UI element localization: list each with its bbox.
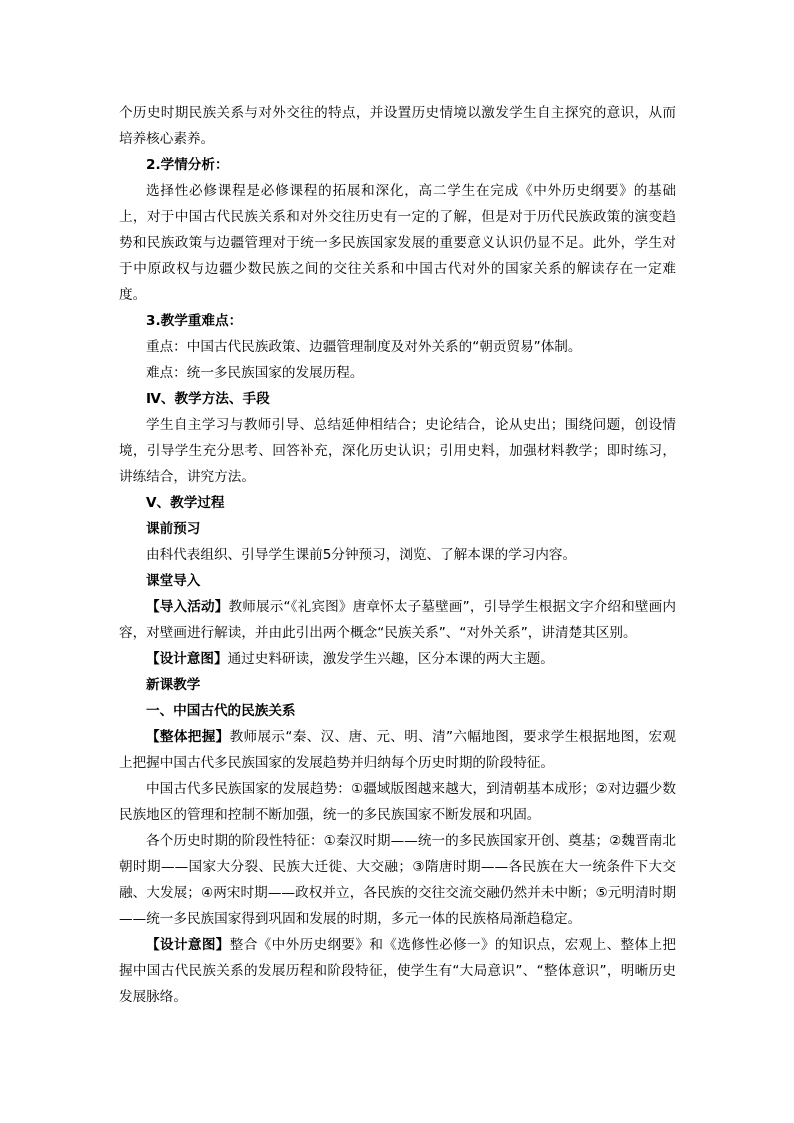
overall-grasp-paragraph bbox=[119, 724, 676, 776]
design-intent-label-2: 【设计意图】 bbox=[146, 937, 230, 953]
heading-teaching-process: Ⅴ、教学过程 bbox=[146, 495, 225, 511]
heading-section-one: 一、中国古代的民族关系 bbox=[146, 703, 296, 719]
intro-continuation: 个历史时期民族关系与对外交往的特点，并设置历史情境以激发学生自主探究的意识，从而培养核心素养。 bbox=[119, 105, 676, 147]
heading-pre-class-preview: 课前预习 bbox=[146, 521, 201, 537]
overall-grasp-text: 教师展示“秦、汉、唐、元、明、清”六幅地图，要求学生根据地图，宏观上把握中国古代多民族国家的发展趋势并归纳每个历史时期的阶段特征。 bbox=[119, 729, 676, 771]
design-intent-paragraph-2 bbox=[119, 932, 676, 1010]
key-point-text: 重点：中国古代民族政策、边疆管理制度及对外关系的“朝贡贸易”体制。 bbox=[146, 339, 582, 355]
teaching-methods-text: 学生自主学习与教师引导、总结延伸相结合；史论结合，论从史出；围绕问题，创设情境，引导学生充分思考、回答补充，深化历史认识；引用史料，加强材料教学；即时练习，讲练结合，讲究方法。 bbox=[119, 417, 676, 485]
heading-learning-analysis: 2.学情分析： bbox=[146, 157, 229, 173]
overall-grasp-label: 【整体把握】 bbox=[146, 729, 230, 745]
heading-new-lesson: 新课教学 bbox=[146, 677, 201, 693]
development-trend-text: 中国古代多民族国家的发展趋势：①疆域版图越来越大，到清朝基本成形；②对边疆少数民族地区的管理和控制不断加强，统一的多民族国家不断发展和巩固。 bbox=[119, 781, 676, 823]
design-intent-paragraph-1 bbox=[119, 646, 676, 672]
heading-class-introduction: 课堂导入 bbox=[146, 573, 201, 589]
design-intent-text-2: 整合《中外历史纲要》和《选修性必修一》的知识点，宏观上、整体上把握中国古代民族关系的发展历程和阶段特征，使学生有“大局意识”、“整体意识”，明晰历史发展脉络。 bbox=[119, 937, 677, 1005]
intro-activity-paragraph bbox=[119, 594, 676, 646]
difficulty-text: 难点：统一多民族国家的发展历程。 bbox=[146, 365, 364, 381]
heading-key-difficulties: 3.教学重难点： bbox=[146, 313, 243, 329]
heading-teaching-methods: Ⅳ、教学方法、手段 bbox=[146, 391, 270, 407]
learning-analysis-text: 选择性必修课程是必修课程的拓展和深化，高二学生在完成《中外历史纲要》的基础上，对于中国古代民族关系和对外交往历史有一定的了解，但是对于历代民族政策的演变趋势和民族政策与边疆管理对于统一多民族国家发展的重要意义认识仍显不足。此外，学生对于中原政权与边疆少数民族之间的交往关系和中国古代对外的国家关系的解读存在一定难度。 bbox=[119, 183, 676, 303]
design-intent-label-1: 【设计意图】 bbox=[146, 651, 228, 667]
document-body bbox=[119, 100, 676, 1010]
pre-class-preview-text: 由科代表组织、引导学生课前5分钟预习，浏览、了解本课的学习内容。 bbox=[146, 547, 577, 563]
design-intent-text-1: 通过史料研读，激发学生兴趣，区分本课的两大主题。 bbox=[227, 651, 554, 667]
intro-activity-label: 【导入活动】 bbox=[146, 599, 229, 615]
intro-activity-text: 教师展示“《礼宾图》唐章怀太子墓壁画”，引导学生根据文字介绍和壁画内容，对壁画进行解读，并由此引出两个概念“民族关系”、“对外关系”，讲清楚其区别。 bbox=[119, 599, 676, 641]
stage-features-text: 各个历史时期的阶段性特征：①秦汉时期——统一的多民族国家开创、奠基；②魏晋南北朝时期——国家大分裂、民族大迁徙、大交融；③隋唐时期——各民族在大一统条件下大交融、大发展；④两宋时期——政权并立，各民族的交往交流交融仍然并未中断；⑤元明清时期——统一多民族国家得到巩固和发展的时期，多元一体的民族格局渐趋稳定。 bbox=[119, 833, 676, 927]
